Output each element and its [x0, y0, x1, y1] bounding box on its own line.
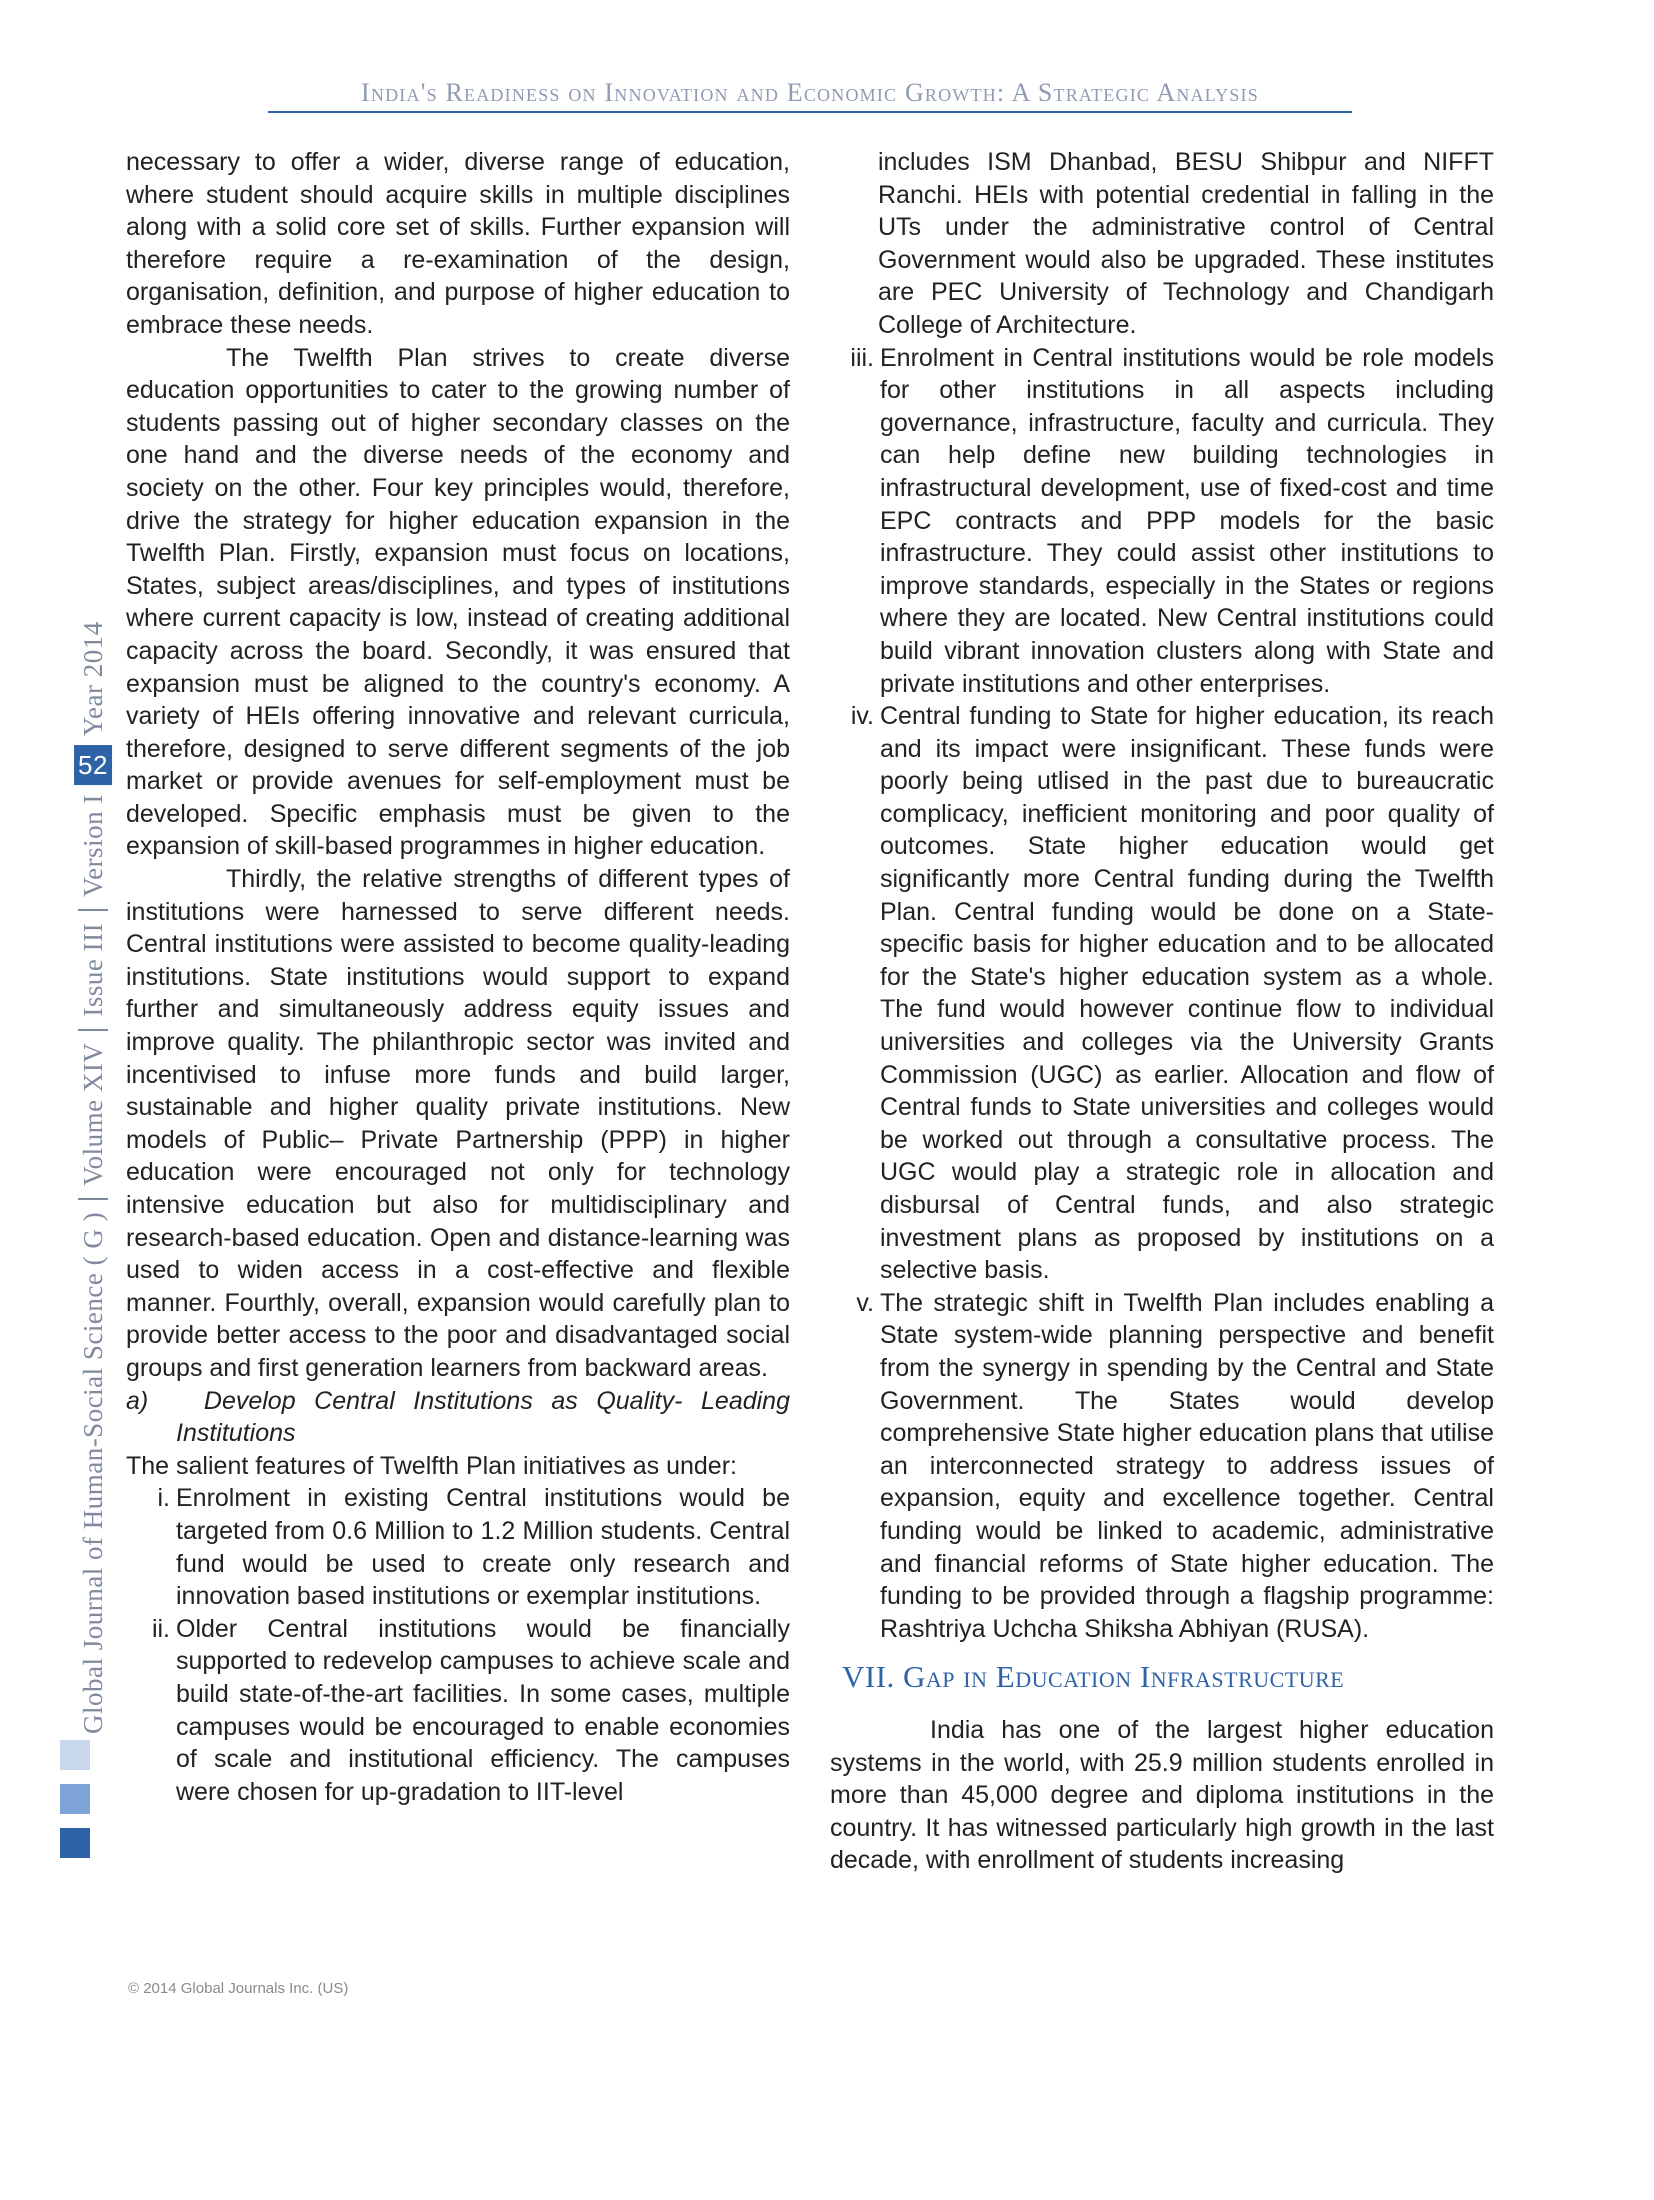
- list-item: [126, 1482, 790, 1612]
- features-list-continued: [830, 342, 1494, 1646]
- subsection-heading: [126, 1385, 790, 1450]
- paragraph-four-principles: The Twelfth Plan strives to create diverse education opportunities to cater to the growing number of students passing out of higher secondary classes on the one hand and the diverse needs of the economy and society on the other. Four key principles would, therefore, drive the strategy for higher education expansion in the Twelfth Plan. Firstly, expansion must focus on locations, States, subject areas/disciplines, and types of institutions where current capacity is low, instead of creating additional capacity across the board. Secondly, it was ensured that expansion must be aligned to the country's economy. A variety of HEIs offering innovative and relevant curricula, therefore, designed to serve different segments of the job market or provide avenues for self-employment must be developed. Specific emphasis must be given to the expansion of skill-based programmes in higher education.: [126, 343, 790, 861]
- decorative-square-dark: [60, 1828, 90, 1858]
- list-item-text: Enrolment in Central institutions would be role models for other institutions in all aspects including governance, infrastructure, faculty and curricula. They can help define new building technologies in infrastructural development, use of fixed-cost and time EPC contracts and PPP models for the basic infrastructure. They could assist other institutions to improve standards, especially in the States or regions where they are located. New Central institutions could build vibrant innovation clusters along with State and private institutions and other enterprises.: [880, 343, 1494, 698]
- sidebar-volume: Volume XIV: [78, 1042, 108, 1186]
- subsection-title: Develop Central Institutions as Quality- Leading Institutions: [176, 1386, 790, 1448]
- list-item-number: iii.: [850, 343, 874, 372]
- sidebar-year: Year 2014: [78, 621, 108, 737]
- list-item-number: ii.: [151, 1614, 170, 1643]
- right-column: [830, 146, 1494, 1877]
- list-item-text: Enrolment in existing Central institutions would be targeted from 0.6 Million to 1.2 Million students. Central fund would be used to create only research and innovation based institutions or exemplar institutions.: [176, 1484, 790, 1611]
- sidebar-version: Version I: [78, 794, 108, 897]
- page-number: 52: [74, 745, 112, 785]
- list-item: [830, 1287, 1494, 1646]
- list-item-text: The strategic shift in Twelfth Plan includes enabling a State system-wide planning perspective and benefit from the synergy in spending by the Central and State Government. The States would develop comprehensive State higher education plans that utilise an interconnected strategy to address issues of expansion, equity and excellence together. Central funding would be linked to academic, administrative and financial reforms of State higher education. The funding to be provided through a flagship programme: Rashtriya Uchcha Shiksha Abhiyan (RUSA).: [880, 1288, 1494, 1643]
- paragraph-thirdly: Thirdly, the relative strengths of different types of institutions were harnessed to serve different needs. Central institutions were assisted to become quality-leading institutions. State institutions would support to expand further and simultaneously address equity issues and improve quality. The philanthropic sector was invited and incentivised to infuse more funds and build larger, sustainable and higher quality private institutions. New models of Public– Private Partnership (PPP) in higher education were encouraged not only for technology intensive education but also for multidisciplinary and research-based education. Open and distance-learning was used to widen access in a cost-effective and flexible manner. Fourthly, overall, expansion would carefully plan to provide better access to the poor and disadvantaged social groups and first generation learners from backward areas.: [126, 865, 790, 1382]
- paragraph-section-intro: India has one of the largest higher education systems in the world, with 25.9 million students enrolled in more than 45,000 degree and diploma institutions in the country. It has witnessed particularly high growth in the last decade, with enrollment of students increasing: [830, 1715, 1494, 1875]
- decorative-square-medium: [60, 1784, 90, 1814]
- sidebar-issue: Issue III: [78, 922, 108, 1017]
- sidebar-journal-name: Global Journal of Human-Social Science ( G ): [78, 1211, 108, 1734]
- features-intro: The salient features of Twelfth Plan initiatives as under:: [126, 1451, 737, 1480]
- sidebar-divider: [78, 1198, 108, 1200]
- list-item-text: Central funding to State for higher education, its reach and its impact were insignificant. These funds were poorly being utlised in the past due to bureaucratic complicacy, inefficient monitoring and poor quality of outcomes. State higher education would get significantly more Central funding during the Twelfth Plan. Central funding would be done on a State-specific basis for higher education and to be allocated for the State's higher education system as a whole. The fund would however continue flow to individual universities and colleges via the University Grants Commission (UGC) as earlier. Allocation and flow of Central funds to State universities and colleges would be worked out through a consultative process. The UGC would play a strategic role in allocation and disbursal of Central funds, and also strategic investment plans as proposed by institutions on a selective basis.: [880, 702, 1494, 1285]
- header-rule: [268, 111, 1352, 113]
- list-item-number: i.: [157, 1484, 170, 1513]
- list-item-number: iv.: [850, 702, 874, 731]
- list-item: [126, 1613, 790, 1809]
- list-item: [830, 700, 1494, 1287]
- sidebar-divider: [78, 1029, 108, 1031]
- running-header: India's Readiness on Innovation and Economic Growth: A Strategic Analysis: [361, 78, 1259, 107]
- list-item-text: Older Central institutions would be financially supported to redevelop campuses to achieve scale and build state-of-the-art facilities. In some cases, multiple campuses would be encouraged to enable economies of scale and institutional efficiency. The campuses were chosen for up-gradation to IIT-level: [176, 1614, 790, 1806]
- subsection-label: a): [126, 1386, 149, 1415]
- sidebar-divider: [78, 909, 108, 911]
- section-heading: VII. Gap in Education Infrastructure: [842, 1659, 1345, 1695]
- list-item: [830, 342, 1494, 701]
- list-item-number: v.: [856, 1288, 874, 1317]
- footer-copyright: © 2014 Global Journals Inc. (US): [128, 1980, 349, 1997]
- sidebar-journal-info: [73, 534, 113, 1734]
- left-column: [126, 146, 790, 1808]
- decorative-square-light: [60, 1740, 90, 1770]
- list-item-continued: includes ISM Dhanbad, BESU Shibpur and NIFFT Ranchi. HEIs with potential credential in falling in the UTs under the administrative control of Central Government would also be upgraded. These institutes are PEC University of Technology and Chandigarh College of Architecture.: [878, 148, 1494, 339]
- features-list: [126, 1482, 790, 1808]
- paragraph-continued: necessary to offer a wider, diverse range of education, where student should acquire skills in multiple disciplines along with a solid core set of skills. Further expansion will therefore require a re-examination of the design, organisation, definition, and purpose of higher education to embrace these needs.: [126, 148, 790, 339]
